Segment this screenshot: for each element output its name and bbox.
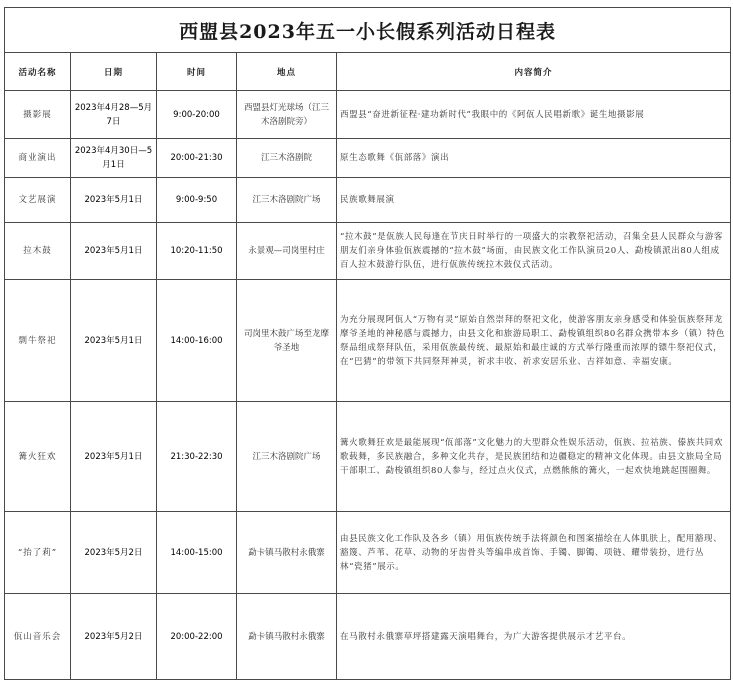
table-row <box>5 280 731 402</box>
activity-date: 2023年5月2日 <box>71 594 157 680</box>
activity-name: 文艺展演 <box>5 178 71 223</box>
table-title: 西盟县2023年五一小长假系列活动日程表 <box>5 8 731 53</box>
table-row <box>5 223 731 280</box>
header-name: 活动名称 <box>5 53 71 91</box>
activity-name: “抬了莉” <box>5 512 71 594</box>
activity-desc: 西盟县“奋进新征程·建功新时代”我眼中的《阿佤人民唱新歌》诞生地摄影展 <box>337 91 731 139</box>
table-row <box>5 402 731 512</box>
activity-place: 江三木洛剧院广场 <box>237 178 337 223</box>
activity-desc: 为充分展现阿佤人“万物有灵”原始自然崇拜的祭祀文化，使游客朋友亲身感受和体验佤族祭拜龙摩爷圣地的神秘感与震撼力，由县文化和旅游局职工、勐梭镇组织80名群众携带本乡（镇）特色祭品组成祭拜队伍，采用佤族最传统、最原始和最庄诚的方式举行隆重而浓厚的镖牛祭祀仪式，在“巴猜”的带领下共同祭拜神灵，祈求丰收、祈求安居乐业、吉祥如意、幸福安康。 <box>337 280 731 402</box>
table-row <box>5 178 731 223</box>
activity-date: 2023年5月1日 <box>71 223 157 280</box>
activity-time: 9:00-9:50 <box>157 178 237 223</box>
activity-date: 2023年5月1日 <box>71 178 157 223</box>
activity-name: 篝火狂欢 <box>5 402 71 512</box>
activity-desc: 在马散村永俄寨草坪搭建露天演唱舞台，为广大游客提供展示才艺平台。 <box>337 594 731 680</box>
activity-name: 剽牛祭祀 <box>5 280 71 402</box>
activity-place: 西盟县灯光球场（江三木洛剧院旁） <box>237 91 337 139</box>
header-time: 时间 <box>157 53 237 91</box>
header-date: 日期 <box>71 53 157 91</box>
activity-place: 永景观—司岗里村庄 <box>237 223 337 280</box>
activity-date: 2023年4月30日—5月1日 <box>71 139 157 178</box>
activity-name: 拉木鼓 <box>5 223 71 280</box>
activity-desc: 民族歌舞展演 <box>337 178 731 223</box>
table-row <box>5 139 731 178</box>
header-place: 地点 <box>237 53 337 91</box>
activity-time: 10:20-11:50 <box>157 223 237 280</box>
activity-place: 勐卡镇马散村永俄寨 <box>237 512 337 594</box>
header-desc: 内容简介 <box>337 53 731 91</box>
activity-name: 摄影展 <box>5 91 71 139</box>
activity-time: 14:00-16:00 <box>157 280 237 402</box>
activity-desc: “拉木鼓”是佤族人民每逢在节庆日时举行的一项盛大的宗教祭祀活动，召集全县人民群众与游客朋友们亲身体验佤族震撼的“拉木鼓”场面，由民族文化工作队演员20人、勐梭镇派出80人组成百人拉木鼓游行队伍，进行佤族传统拉木鼓仪式活动。 <box>337 223 731 280</box>
activity-date: 2023年5月2日 <box>71 512 157 594</box>
activity-time: 20:00-22:00 <box>157 594 237 680</box>
schedule-sheet <box>4 7 730 680</box>
schedule-table <box>4 7 731 680</box>
activity-date: 2023年5月1日 <box>71 402 157 512</box>
activity-desc: 篝火歌舞狂欢是最能展现“佤部落”文化魅力的大型群众性娱乐活动，佤族、拉祜族、傣族共同欢歌载舞，多民族融合，多种文化共存，是民族团结和边疆稳定的精神文化体现。由县文旅局全局干部职工、勐梭镇组织80人参与，经过点火仪式，点燃熊熊的篝火，一起欢快地跳起围圈舞。 <box>337 402 731 512</box>
activity-time: 21:30-22:30 <box>157 402 237 512</box>
activity-time: 20:00-21:30 <box>157 139 237 178</box>
activity-name: 佤山音乐会 <box>5 594 71 680</box>
activity-place: 江三木洛剧院 <box>237 139 337 178</box>
header-row <box>5 53 731 91</box>
activity-desc: 原生态歌舞《佤部落》演出 <box>337 139 731 178</box>
table-row <box>5 512 731 594</box>
activity-time: 9:00-20:00 <box>157 91 237 139</box>
activity-place: 勐卡镇马散村永俄寨 <box>237 594 337 680</box>
activity-place: 江三木洛剧院广场 <box>237 402 337 512</box>
table-row <box>5 594 731 680</box>
activity-date: 2023年5月1日 <box>71 280 157 402</box>
activity-desc: 由县民族文化工作队及各乡（镇）用佤族传统手法将颜色和图案描绘在人体肌肤上，配用豁现、豁篾、芦苇、花草、动物的牙齿骨头等编串成首饰、手镯、脚镯、项链、耀带装扮，进行丛林“瓷猪”展示。 <box>337 512 731 594</box>
activity-time: 14:00-15:00 <box>157 512 237 594</box>
table-row <box>5 91 731 139</box>
activity-place: 司岗里木鼓广场至龙摩爷圣地 <box>237 280 337 402</box>
activity-name: 商业演出 <box>5 139 71 178</box>
activity-date: 2023年4月28—5月7日 <box>71 91 157 139</box>
